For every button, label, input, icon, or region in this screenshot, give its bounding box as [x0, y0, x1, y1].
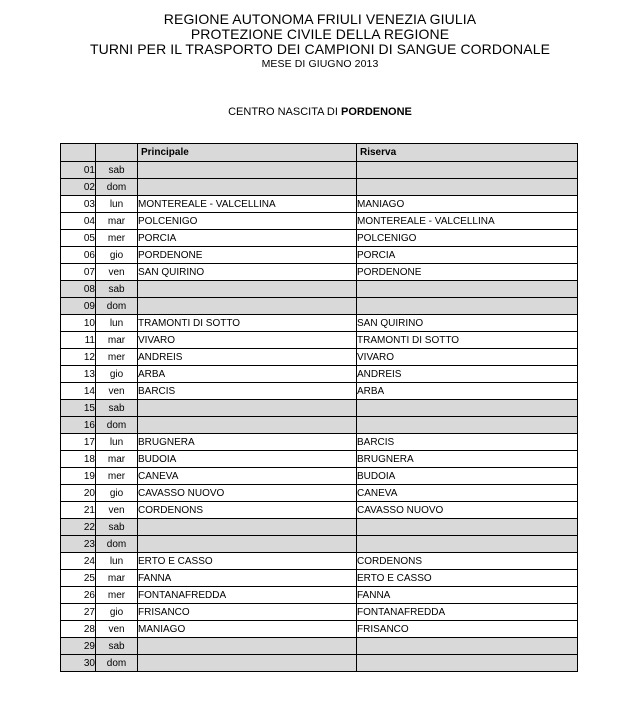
weekday: mar: [96, 213, 138, 230]
riserva-cell: MANIAGO: [357, 196, 578, 213]
riserva-cell: BARCIS: [357, 434, 578, 451]
principale-cell: BARCIS: [138, 383, 357, 400]
principale-cell: BRUGNERA: [138, 434, 357, 451]
principale-cell: [138, 536, 357, 553]
riserva-cell: POLCENIGO: [357, 230, 578, 247]
weekday: gio: [96, 604, 138, 621]
principale-cell: [138, 179, 357, 196]
principale-cell: CORDENONS: [138, 502, 357, 519]
weekday: dom: [96, 179, 138, 196]
principale-cell: POLCENIGO: [138, 213, 357, 230]
riserva-cell: [357, 519, 578, 536]
day-number: 18: [61, 451, 96, 468]
principale-cell: FRISANCO: [138, 604, 357, 621]
principale-cell: ERTO E CASSO: [138, 553, 357, 570]
day-number: 20: [61, 485, 96, 502]
day-number: 09: [61, 298, 96, 315]
riserva-cell: CAVASSO NUOVO: [357, 502, 578, 519]
weekday: gio: [96, 366, 138, 383]
weekday: mer: [96, 230, 138, 247]
riserva-cell: PORCIA: [357, 247, 578, 264]
weekday: dom: [96, 536, 138, 553]
principale-cell: [138, 162, 357, 179]
principale-cell: TRAMONTI DI SOTTO: [138, 315, 357, 332]
day-number: 12: [61, 349, 96, 366]
table-row: [61, 179, 578, 196]
weekday: gio: [96, 485, 138, 502]
table-row: [61, 230, 578, 247]
birth-center-prefix: CENTRO NASCITA DI: [228, 106, 341, 118]
table-row: [61, 485, 578, 502]
weekday: sab: [96, 400, 138, 417]
day-number: 10: [61, 315, 96, 332]
table-row: [61, 162, 578, 179]
day-number: 17: [61, 434, 96, 451]
header-month: MESE DI GIUGNO 2013: [261, 58, 379, 70]
riserva-cell: [357, 400, 578, 417]
weekday: sab: [96, 162, 138, 179]
table-row: [61, 332, 578, 349]
day-number: 05: [61, 230, 96, 247]
weekday: sab: [96, 519, 138, 536]
header-title: TURNI PER IL TRASPORTO DEI CAMPIONI DI SANGUE CORDONALE: [89, 41, 551, 57]
day-number: 14: [61, 383, 96, 400]
riserva-cell: CANEVA: [357, 485, 578, 502]
table-row: [61, 536, 578, 553]
weekday: lun: [96, 434, 138, 451]
table-row: [61, 502, 578, 519]
principale-cell: [138, 638, 357, 655]
riserva-cell: TRAMONTI DI SOTTO: [357, 332, 578, 349]
table-row: [61, 587, 578, 604]
principale-cell: VIVARO: [138, 332, 357, 349]
table-row: [61, 264, 578, 281]
principale-cell: BUDOIA: [138, 451, 357, 468]
day-number: 28: [61, 621, 96, 638]
riserva-cell: FONTANAFREDDA: [357, 604, 578, 621]
day-number: 29: [61, 638, 96, 655]
day-number: 06: [61, 247, 96, 264]
weekday: ven: [96, 383, 138, 400]
birth-center-heading: [0, 106, 640, 118]
table-row: [61, 366, 578, 383]
weekday: sab: [96, 638, 138, 655]
riserva-cell: ANDREIS: [357, 366, 578, 383]
day-number: 13: [61, 366, 96, 383]
day-number: 11: [61, 332, 96, 349]
riserva-cell: [357, 298, 578, 315]
header-protezione-civile: PROTEZIONE CIVILE DELLA REGIONE: [190, 26, 450, 42]
day-number: 08: [61, 281, 96, 298]
principale-cell: ANDREIS: [138, 349, 357, 366]
header-blank-day: [96, 144, 138, 162]
principale-cell: [138, 281, 357, 298]
weekday: mer: [96, 468, 138, 485]
principale-cell: MONTEREALE - VALCELLINA: [138, 196, 357, 213]
table-row: [61, 519, 578, 536]
riserva-cell: ERTO E CASSO: [357, 570, 578, 587]
weekday: dom: [96, 298, 138, 315]
riserva-cell: [357, 536, 578, 553]
day-number: 27: [61, 604, 96, 621]
table-row: [61, 400, 578, 417]
weekday: ven: [96, 502, 138, 519]
table-row: [61, 247, 578, 264]
day-number: 24: [61, 553, 96, 570]
riserva-cell: BUDOIA: [357, 468, 578, 485]
riserva-cell: CORDENONS: [357, 553, 578, 570]
weekday: lun: [96, 553, 138, 570]
day-number: 07: [61, 264, 96, 281]
table-row: [61, 213, 578, 230]
weekday: mar: [96, 570, 138, 587]
riserva-cell: MONTEREALE - VALCELLINA: [357, 213, 578, 230]
weekday: gio: [96, 247, 138, 264]
birth-center-city: PORDENONE: [340, 106, 412, 118]
principale-cell: FANNA: [138, 570, 357, 587]
day-number: 26: [61, 587, 96, 604]
principale-cell: CAVASSO NUOVO: [138, 485, 357, 502]
riserva-cell: [357, 417, 578, 434]
header-blank-num: [61, 144, 96, 162]
day-number: 02: [61, 179, 96, 196]
principale-cell: PORDENONE: [138, 247, 357, 264]
table-row: [61, 383, 578, 400]
day-number: 23: [61, 536, 96, 553]
day-number: 30: [61, 655, 96, 672]
weekday: ven: [96, 264, 138, 281]
weekday: mer: [96, 349, 138, 366]
riserva-cell: ARBA: [357, 383, 578, 400]
riserva-cell: [357, 655, 578, 672]
day-number: 16: [61, 417, 96, 434]
day-number: 01: [61, 162, 96, 179]
table-row: [61, 621, 578, 638]
table-row: [61, 281, 578, 298]
riserva-cell: FRISANCO: [357, 621, 578, 638]
principale-cell: [138, 298, 357, 315]
table-row: [61, 451, 578, 468]
table-row: [61, 638, 578, 655]
riserva-cell: FANNA: [357, 587, 578, 604]
header-riserva: Riserva: [357, 144, 578, 162]
table-row: [61, 570, 578, 587]
principale-cell: MANIAGO: [138, 621, 357, 638]
header-principale: Principale: [138, 144, 357, 162]
principale-cell: [138, 655, 357, 672]
riserva-cell: [357, 638, 578, 655]
weekday: sab: [96, 281, 138, 298]
weekday: lun: [96, 196, 138, 213]
table-row: [61, 349, 578, 366]
weekday: mar: [96, 451, 138, 468]
riserva-cell: PORDENONE: [357, 264, 578, 281]
day-number: 03: [61, 196, 96, 213]
weekday: mar: [96, 332, 138, 349]
day-number: 19: [61, 468, 96, 485]
table-row: [61, 468, 578, 485]
day-number: 22: [61, 519, 96, 536]
day-number: 21: [61, 502, 96, 519]
riserva-cell: BRUGNERA: [357, 451, 578, 468]
riserva-cell: VIVARO: [357, 349, 578, 366]
principale-cell: ARBA: [138, 366, 357, 383]
table-row: [61, 604, 578, 621]
weekday: mer: [96, 587, 138, 604]
principale-cell: [138, 519, 357, 536]
weekday: ven: [96, 621, 138, 638]
riserva-cell: SAN QUIRINO: [357, 315, 578, 332]
weekday: lun: [96, 315, 138, 332]
riserva-cell: [357, 281, 578, 298]
header-region: REGIONE AUTONOMA FRIULI VENEZIA GIULIA: [163, 11, 477, 27]
weekday: dom: [96, 655, 138, 672]
table-row: [61, 417, 578, 434]
table-header-row: [61, 144, 578, 162]
principale-cell: FONTANAFREDDA: [138, 587, 357, 604]
principale-cell: [138, 400, 357, 417]
document-header: [0, 12, 640, 72]
table-row: [61, 196, 578, 213]
principale-cell: CANEVA: [138, 468, 357, 485]
shifts-table: [60, 143, 578, 672]
table-row: [61, 434, 578, 451]
day-number: 15: [61, 400, 96, 417]
table-row: [61, 298, 578, 315]
table-row: [61, 315, 578, 332]
table-body: [61, 162, 578, 672]
table-row: [61, 655, 578, 672]
day-number: 04: [61, 213, 96, 230]
table-row: [61, 553, 578, 570]
weekday: dom: [96, 417, 138, 434]
principale-cell: SAN QUIRINO: [138, 264, 357, 281]
principale-cell: PORCIA: [138, 230, 357, 247]
riserva-cell: [357, 162, 578, 179]
day-number: 25: [61, 570, 96, 587]
principale-cell: [138, 417, 357, 434]
riserva-cell: [357, 179, 578, 196]
